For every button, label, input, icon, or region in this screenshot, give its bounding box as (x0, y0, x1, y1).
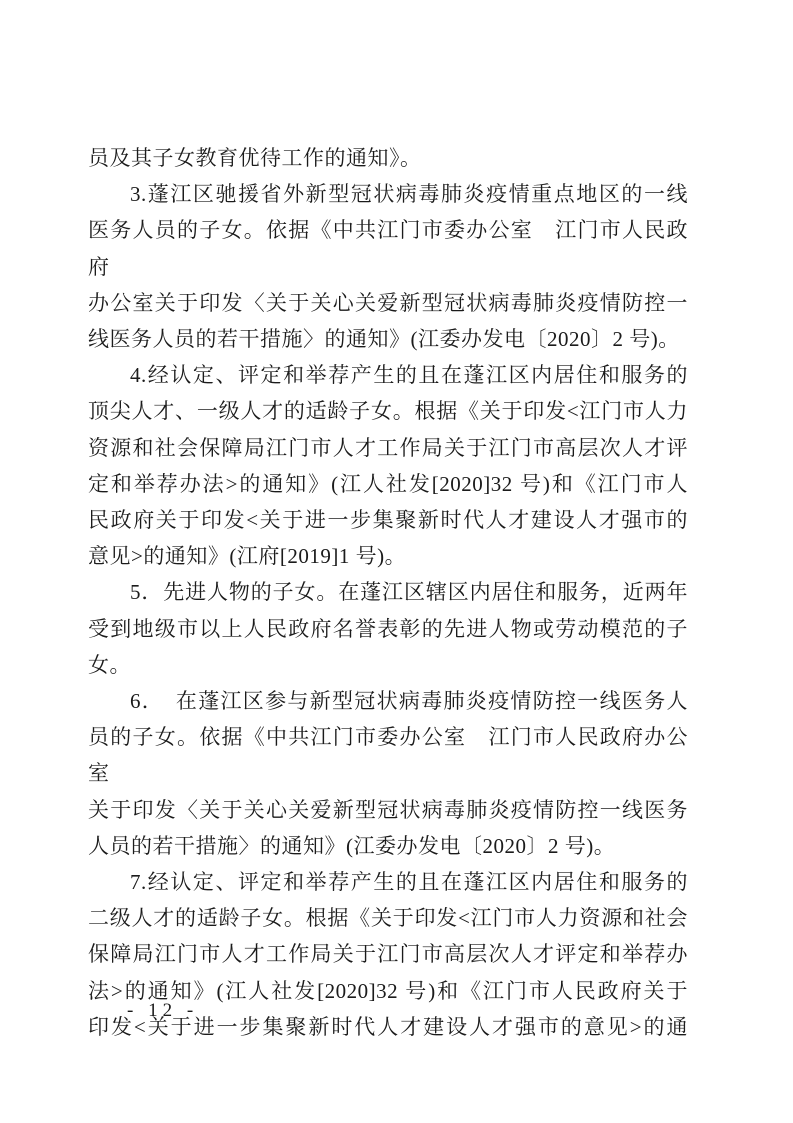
text-line: 员及其子女教育优待工作的通知》。 (88, 146, 422, 170)
text-line: 意见>的通知》(江府[2019]1 号)。 (88, 544, 407, 569)
text-line: 顶尖人才、一级人才的适龄子女。根据《关于印发<江门市人力 (88, 399, 688, 424)
text-line: 7.经认定、评定和举荐产生的且在蓬江区内居住和服务的 (130, 870, 688, 895)
text-line: 5．先进人物的子女。在蓬江区辖区内居住和服务，近两年 (130, 580, 688, 605)
text-line: 关于印发〈关于关心关爱新型冠状病毒肺炎疫情防控一线医务 (88, 797, 688, 822)
text-line: 医务人员的子女。依据《中共江门市委办公室 江门市人民政府 (88, 218, 688, 279)
text-line: 定和举荐办法>的通知》(江人社发[2020]32 号)和《江门市人 (88, 471, 688, 496)
text-line: 印发<关于进一步集聚新时代人才建设人才强市的意见>的通 (88, 1014, 688, 1039)
text-line: 4.经认定、评定和举荐产生的且在蓬江区内居住和服务的 (130, 363, 688, 388)
text-line: 6． 在蓬江区参与新型冠状病毒肺炎疫情防控一线医务人 (130, 689, 688, 714)
paragraph (88, 176, 688, 357)
paragraph (88, 140, 688, 176)
text-line: 女。 (88, 652, 131, 677)
paragraph (88, 574, 688, 683)
text-line: 保障局江门市人才工作局关于江门市高层次人才评定和举荐办 (88, 942, 688, 967)
page-number: - 12 - (127, 1000, 199, 1021)
text-line: 办公室关于印发〈关于关心关爱新型冠状病毒肺炎疫情防控一 (88, 290, 688, 315)
paragraph (88, 683, 688, 864)
text-line: 线医务人员的若干措施〉的通知》(江委办发电〔2020〕2 号)。 (88, 327, 680, 352)
text-line: 法>的通知》(江人社发[2020]32 号)和《江门市人民政府关于 (88, 978, 688, 1003)
text-line: 资源和社会保障局江门市人才工作局关于江门市高层次人才评 (88, 435, 688, 460)
text-line: 民政府关于印发<关于进一步集聚新时代人才建设人才强市的 (88, 508, 688, 533)
text-line: 3.蓬江区驰援省外新型冠状病毒肺炎疫情重点地区的一线 (130, 182, 688, 207)
text-line: 受到地级市以上人民政府名誉表彰的先进人物或劳动模范的子 (88, 616, 688, 641)
text-line: 人员的若干措施〉的通知》(江委办发电〔2020〕2 号)。 (88, 833, 616, 858)
paragraph (88, 357, 688, 574)
text-content (88, 140, 688, 1045)
text-line: 二级人才的适龄子女。根据《关于印发<江门市人力资源和社会 (88, 906, 688, 931)
text-line: 员的子女。依据《中共江门市委办公室 江门市人民政府办公室 (88, 725, 688, 786)
